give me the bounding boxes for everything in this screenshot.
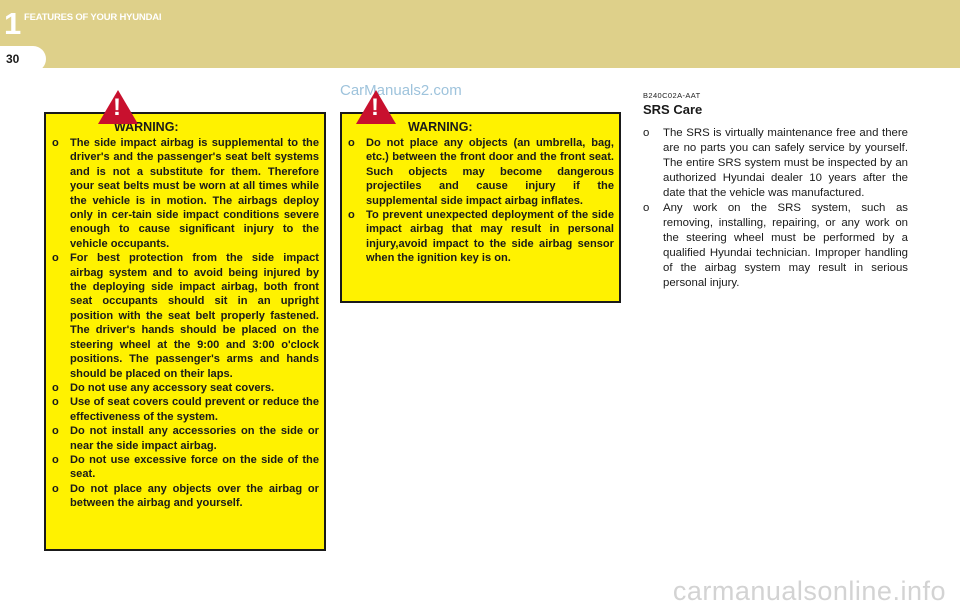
srs-care-body [643,126,908,291]
warning-item: o For best protection from the side impact airbag system and to avoid being injured by the deploying side impact airbag, both front seat occupants should sit in an upright position with the seat belt properly fastened. The driver's hands should be placed on the steering wheel at the 9:00 and 3:00 o'clock positions. The passenger's arms and hands should be placed on their laps. [52,251,319,381]
warning-list [348,136,614,266]
warning-item: o Do not place any objects over the airbag or between the airbag and yourself. [52,482,319,511]
body-item: o The SRS is virtually maintenance free and there are no parts you can safely service by yourself. The entire SRS system must be inspected by an authorized Hyundai dealer 10 years after the date that the vehicle was manufactured. [643,126,908,201]
warning-title: WARNING: [114,120,179,134]
watermark-bottom: carmanualsonline.info [672,576,946,606]
watermark-top[interactable]: CarManuals2.com [340,82,462,99]
warning-title: WARNING: [408,120,473,134]
warning-item: o The side impact airbag is supplemental to the driver's and the passenger's seat belt systems and is not a substitute for them. Therefore your seat belts must be worn at all times while the vehicle is in motion. The airbags deploy only in cer-tain side impact conditions severe enough to cause significant injury to the vehicle occupants. [52,136,319,251]
warning-item: o Do not use excessive force on the side of the seat. [52,453,319,482]
header-bar [0,0,960,68]
chapter-title: FEATURES OF YOUR HYUNDAI [24,12,162,23]
section-title: SRS Care [643,102,703,117]
warning-item: o Do not place any objects (an umbrella, bag, etc.) between the front door and the front seat. Such objects may become dangerous projectiles and cause injury if the supplemental side impact airbag inflates. [348,136,614,208]
chapter-number: 1 [4,6,22,41]
page-number: 30 [6,52,20,66]
warning-item: o To prevent unexpected deployment of the side impact airbag that may result in personal injury,avoid impact to the side airbag sensor when the ignition key is on. [348,208,614,266]
warning-list [52,136,319,511]
body-item: o Any work on the SRS system, such as removing, installing, repairing, or any work on the steering wheel must be performed by a qualified Hyundai technician. Improper handling of the airbag system may result in serious personal injury. [643,201,908,291]
warning-triangle-icon: ! [356,90,396,124]
warning-box-objects [340,94,621,303]
warning-box-side-airbag [44,94,326,551]
section-code: B240C02A-AAT [643,91,701,100]
warning-item: o Do not install any accessories on the side or near the side impact airbag. [52,424,319,453]
srs-care-list [643,126,908,291]
warning-item: o Use of seat covers could prevent or reduce the effectiveness of the system. [52,395,319,424]
warning-triangle-icon: ! [98,90,138,124]
warning-item: o Do not use any accessory seat covers. [52,381,319,395]
